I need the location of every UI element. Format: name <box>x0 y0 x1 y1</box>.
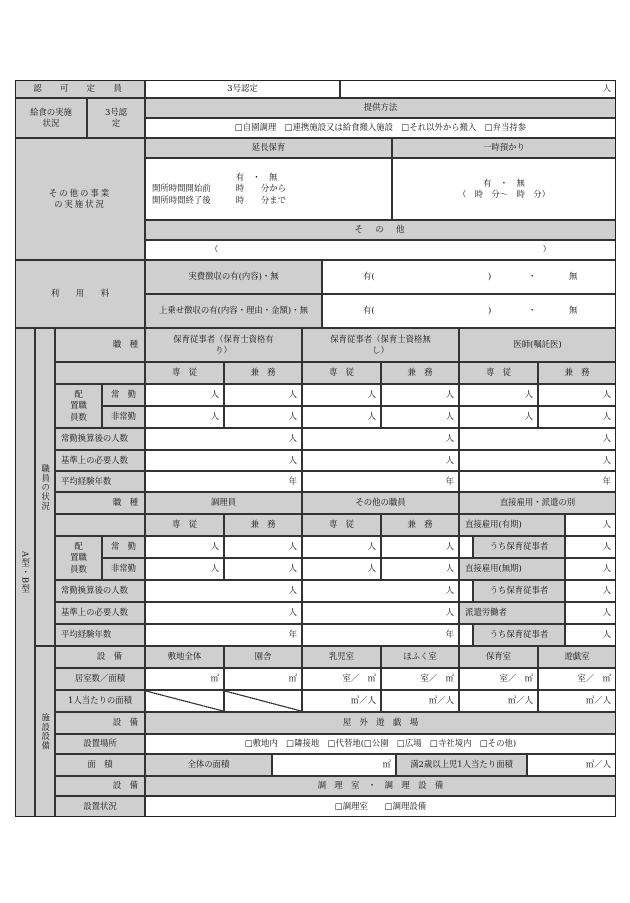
staff-count-a-1-4[interactable]: 人 <box>459 406 538 428</box>
staff-count-a-1-5[interactable]: 人 <box>538 406 616 428</box>
indent-2 <box>459 580 473 602</box>
staff-count-a-1-1[interactable]: 人 <box>224 406 302 428</box>
indent-1 <box>459 536 473 558</box>
meals-sub-label: 3号認定 <box>87 98 145 138</box>
conv-label-2: 常勤換算後の人数 <box>55 580 145 602</box>
assign-label-2: 配 置職員数 <box>55 536 102 580</box>
over2-label: 満2歳以上児1人当たり面積 <box>396 754 527 776</box>
extended-care-availability: 有 ・ 無 <box>235 171 278 182</box>
concurrent-header-b-0: 兼 務 <box>224 514 302 536</box>
area-header-1: 園舎 <box>224 646 302 668</box>
fulltime-only-header-b-1: 専 従 <box>302 514 381 536</box>
required-label-2: 基準上の必要人数 <box>55 602 145 624</box>
meals-label: 給食の実施状況 <box>15 98 87 138</box>
staff-summary-a-0-0[interactable]: 人 <box>145 428 302 450</box>
blank-2 <box>55 514 145 536</box>
staff-count-a-1-3[interactable]: 人 <box>381 406 459 428</box>
fees-actual-label: 実費徴収の有(内容)・無 <box>145 260 322 294</box>
equipment-label-2: 設 備 <box>55 712 145 734</box>
temporary-care-hours: （ 時 分～ 時 分） <box>457 189 551 199</box>
indent-3 <box>459 624 473 646</box>
required-label-1: 基準上の必要人数 <box>55 450 145 471</box>
staff-summary-a-1-2[interactable]: 人 <box>459 450 616 471</box>
blank-1 <box>55 362 145 384</box>
staff-count-b-0-1[interactable]: 人 <box>224 536 302 558</box>
install-label: 設置状況 <box>55 796 145 817</box>
extended-care-header: 延長保育 <box>145 138 392 158</box>
col-employment-header: 直接雇用・派遣の別 <box>459 492 616 514</box>
playground-header: 屋 外 遊 戯 場 <box>145 712 616 734</box>
parttime-label-2: 非常勤 <box>102 558 145 580</box>
per-person-value-2[interactable]: ㎡／人 <box>459 690 538 712</box>
direct-unfixed-value[interactable]: 人 <box>565 558 616 580</box>
staff-count-b-0-3[interactable]: 人 <box>381 536 459 558</box>
total-area-value[interactable]: ㎡ <box>272 754 396 776</box>
col-unqualified-header: 保育従事者（保育士資格無し） <box>302 328 459 362</box>
kitchen-options[interactable]: □調理室 □調理設備 <box>145 796 616 817</box>
staff-count-a-0-2[interactable]: 人 <box>302 384 381 406</box>
direct-unfixed-label: 直接雇用(無期) <box>459 558 565 580</box>
type-label: A型・B型 <box>15 328 35 817</box>
paren-open: （ <box>210 244 219 255</box>
per-person-label: 1人当たりの面積 <box>55 690 145 712</box>
room-area-value-0[interactable]: ㎡ <box>145 668 224 690</box>
staff-count-a-0-0[interactable]: 人 <box>145 384 224 406</box>
staff-summary-a-0-1[interactable]: 人 <box>302 428 459 450</box>
fulltime-only-header-a-2: 専 従 <box>459 362 538 384</box>
fulltime-label-1: 常 勤 <box>102 384 145 406</box>
staff-summary-a-1-1[interactable]: 人 <box>302 450 459 471</box>
fulltime-only-header-a-1: 専 従 <box>302 362 381 384</box>
dispatched-label: 派遣労働者 <box>459 602 565 624</box>
meals-method-header: 提供方法 <box>145 98 616 118</box>
equipment-label-1: 設 備 <box>55 646 145 668</box>
of-which-value-1[interactable]: 人 <box>565 536 616 558</box>
location-label: 設置場所 <box>55 734 145 754</box>
of-which-value-2[interactable]: 人 <box>565 580 616 602</box>
col-other-staff-header: その他の職員 <box>302 492 459 514</box>
room-area-value-3[interactable]: 室／ ㎡ <box>381 668 459 690</box>
concurrent-header-b-1: 兼 務 <box>381 514 459 536</box>
assign-label-1: 配 置職員数 <box>55 384 102 428</box>
job-type-label-1: 職 種 <box>55 328 145 362</box>
fees-actual-value[interactable]: 有( ) ・ 無 <box>322 260 616 294</box>
staff-count-b-1-1[interactable]: 人 <box>224 558 302 580</box>
concurrent-header-a-0: 兼 務 <box>224 362 302 384</box>
staff-summary-a-1-0[interactable]: 人 <box>145 450 302 471</box>
fees-extra-value[interactable]: 有( ) ・ 無 <box>322 294 616 328</box>
staff-summary-b-0-1[interactable]: 人 <box>302 580 459 602</box>
temporary-care-header: 一時預かり <box>392 138 616 158</box>
of-which-label-2: うち保育従事者 <box>473 580 565 602</box>
staff-summary-b-1-1[interactable]: 人 <box>302 602 459 624</box>
staff-count-a-1-0[interactable]: 人 <box>145 406 224 428</box>
staff-count-a-0-5[interactable]: 人 <box>538 384 616 406</box>
staff-count-b-0-2[interactable]: 人 <box>302 536 381 558</box>
staff-summary-a-2-2[interactable]: 年 <box>459 471 616 492</box>
facility-section-label: 施設設備 <box>35 646 55 817</box>
col-qualified-header: 保育従事者（保育士資格有り） <box>145 328 302 362</box>
equipment-label-3: 設 備 <box>55 776 145 796</box>
room-area-value-2[interactable]: 室／ ㎡ <box>302 668 381 690</box>
staff-count-a-0-3[interactable]: 人 <box>381 384 459 406</box>
other-body[interactable] <box>145 240 616 260</box>
area-label: 面 積 <box>55 754 145 776</box>
staff-count-b-1-3[interactable]: 人 <box>381 558 459 580</box>
dispatched-value[interactable]: 人 <box>565 602 616 624</box>
col-doctor-header: 医師(嘱託医) <box>459 328 616 362</box>
location-options[interactable]: □敷地内 □隣接地 □代替地(□公園 □広場 □寺社境内 □その他) <box>145 734 616 754</box>
avg-years-label-1: 平均経験年数 <box>55 471 145 492</box>
capacity-value[interactable]: 人 <box>340 80 616 98</box>
room-area-value-4[interactable]: 室／ ㎡ <box>459 668 538 690</box>
fees-extra-label: 上乗せ徴収の有(内容・理由・金額)・無 <box>145 294 322 328</box>
area-header-2: 乳児室 <box>302 646 381 668</box>
staff-count-b-1-0[interactable]: 人 <box>145 558 224 580</box>
staff-summary-a-0-2[interactable]: 人 <box>459 428 616 450</box>
staff-summary-b-0-0[interactable]: 人 <box>145 580 302 602</box>
conv-label-1: 常勤換算後の人数 <box>55 428 145 450</box>
area-header-0: 敷地全体 <box>145 646 224 668</box>
per-person-value-0[interactable]: ㎡／人 <box>302 690 381 712</box>
direct-fixed-value[interactable]: 人 <box>565 514 616 536</box>
direct-fixed-label: 直接雇用(有期) <box>459 514 565 536</box>
parttime-label-1: 非常勤 <box>102 406 145 428</box>
staff-count-b-0-0[interactable]: 人 <box>145 536 224 558</box>
area-header-3: ほふく室 <box>381 646 459 668</box>
extended-care-after: 開所時間終了後 時 分まで <box>152 194 286 205</box>
kitchen-header: 調 理 室 ・ 調 理 設 備 <box>145 776 616 796</box>
job-type-label-2: 職 種 <box>55 492 145 514</box>
room-area-value-5[interactable]: 室／ ㎡ <box>538 668 616 690</box>
staff-summary-b-2-0[interactable]: 年 <box>145 624 302 646</box>
staff-count-a-1-2[interactable]: 人 <box>302 406 381 428</box>
area-header-5: 遊戯室 <box>538 646 616 668</box>
staff-summary-b-1-0[interactable]: 人 <box>145 602 302 624</box>
fulltime-only-header-b-0: 専 従 <box>145 514 224 536</box>
per-person-value-3[interactable]: ㎡／人 <box>538 690 616 712</box>
staff-summary-a-2-1[interactable]: 年 <box>302 471 459 492</box>
staff-summary-b-2-1[interactable]: 年 <box>302 624 459 646</box>
paren-close: ） <box>542 244 551 255</box>
area-header-4: 保育室 <box>459 646 538 668</box>
concurrent-header-a-1: 兼 務 <box>381 362 459 384</box>
room-area-value-1[interactable]: ㎡ <box>224 668 302 690</box>
total-area-label: 全体の面積 <box>145 754 272 776</box>
per-person-value-1[interactable]: ㎡／人 <box>381 690 459 712</box>
other-business-label: その他の事業の実施状況 <box>15 138 145 260</box>
staff-count-b-1-2[interactable]: 人 <box>302 558 381 580</box>
extended-care-body[interactable] <box>145 158 392 220</box>
col-cook-header: 調理員 <box>145 492 302 514</box>
avg-years-label-2: 平均経験年数 <box>55 624 145 646</box>
fees-label: 利 用 料 <box>15 260 145 328</box>
extended-care-before: 開所時間開始前 時 分から <box>152 183 286 194</box>
staff-count-a-0-1[interactable]: 人 <box>224 384 302 406</box>
room-area-label: 居室数／面積 <box>55 668 145 690</box>
over2-value[interactable]: ㎡／人 <box>527 754 616 776</box>
staff-count-a-0-4[interactable]: 人 <box>459 384 538 406</box>
staff-summary-a-2-0[interactable]: 年 <box>145 471 302 492</box>
per-person-na-1 <box>224 690 302 712</box>
capacity-type: 3号認定 <box>145 80 340 98</box>
fulltime-only-header-a-0: 専 従 <box>145 362 224 384</box>
capacity-label: 認 可 定 員 <box>15 80 145 98</box>
per-person-na-0 <box>145 690 224 712</box>
of-which-value-3[interactable]: 人 <box>565 624 616 646</box>
temporary-care-body[interactable] <box>392 158 616 220</box>
concurrent-header-a-2: 兼 務 <box>538 362 616 384</box>
fulltime-label-2: 常 勤 <box>102 536 145 558</box>
staff-section-label: 職員の状況 <box>35 328 55 646</box>
of-which-label-1: うち保育従事者 <box>473 536 565 558</box>
other-header: そ の 他 <box>145 220 616 240</box>
temporary-care-availability: 有 ・ 無 <box>483 177 525 188</box>
of-which-label-3: うち保育従事者 <box>473 624 565 646</box>
meals-method-options[interactable]: □自園調理 □連携施設又は給食搬入施設 □それ以外から搬入 □弁当持参 <box>145 118 616 138</box>
